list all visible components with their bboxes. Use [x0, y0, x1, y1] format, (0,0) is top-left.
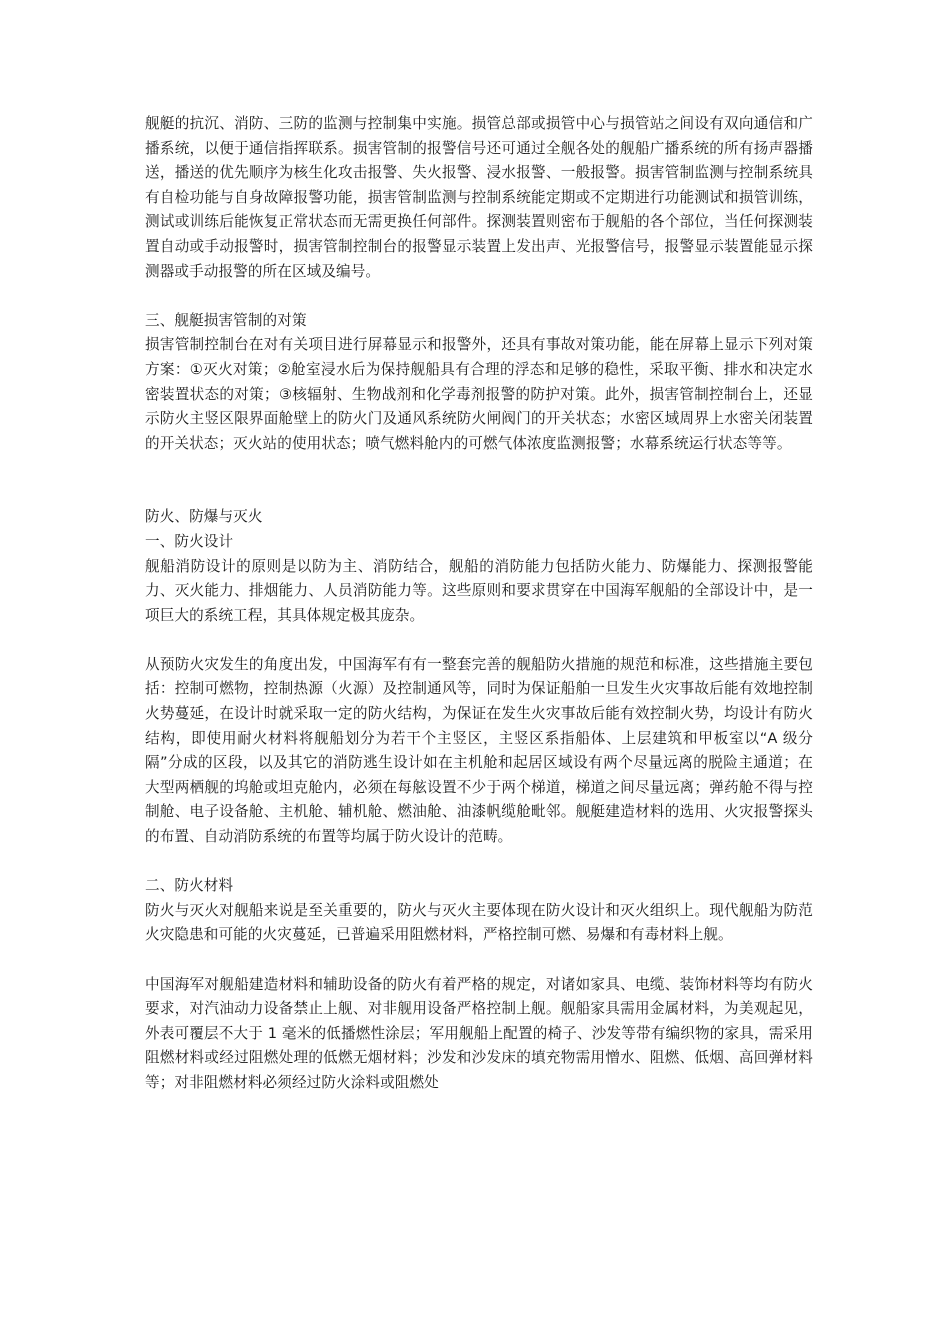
- document-body: [145, 112, 813, 1096]
- paragraph-fire-materials-rules: 中国海军对舰船建造材料和辅助设备的防火有着严格的规定，对诸如家具、电缆、装饰材料等均有防火要求，对汽油动力设备禁止上舰、对非舰用设备严格控制上舰。舰船家具需用金属材料，为美观起见，外表可覆层不大于 1 毫米的低播燃性涂层；军用舰船上配置的椅子、沙发等带有编织物的家具，需采用阻燃材料或经过阻燃处理的低燃无烟材料；沙发和沙发床的填充物需用憎水、阻燃、低烟、高回弹材料等；对非阻燃材料必须经过防火涂料或阻燃处: [145, 975, 813, 1091]
- heading-fire-prevention: 防火、防爆与灭火: [145, 508, 263, 526]
- heading-countermeasures: 三、舰艇损害管制的对策: [145, 311, 307, 329]
- paragraph-countermeasures: 损害管制控制台在对有关项目进行屏幕显示和报警外，还具有事故对策功能，能在屏幕上显示下列对策方案：①灭火对策；②舱室浸水后为保持舰船具有合理的浮态和足够的稳性，采取平衡、排水和决定水密装置状态的对策；③核辐射、生物战剂和化学毒剂报警的防护对策。此外，损害管制控制台上，还显示防火主竖区限界面舱壁上的防火门及通风系统防火闸阀门的开关状态；水密区域周界上水密关闭装置的开关状态；灭火站的使用状态；喷气燃料舱内的可燃气体浓度监测报警；水幕系统运行状态等等。: [145, 336, 813, 452]
- heading-fire-materials: 二、防火材料: [145, 877, 234, 895]
- paragraph-damage-control-monitoring: 舰艇的抗沉、消防、三防的监测与控制集中实施。损管总部或损管中心与损管站之间设有双向通信和广播系统，以便于通信指挥联系。损害管制的报警信号还可通过全舰各处的舰船广播系统的所有扬声器播送，播送的优先顺序为核生化攻击报警、失火报警、浸水报警、一般报警。损害管制监测与控制系统具有自检功能与自身故障报警功能，损害管制监测与控制系统能定期或不定期进行功能测试和损管训练，测试或训练后能恢复正常状态而无需更换任何部件。探测装置则密布于舰船的各个部位，当任何探测装置自动或手动报警时，损害管制控制台的报警显示装置上发出声、光报警信号，报警显示装置能显示探测器或手动报警的所在区域及编号。: [145, 115, 813, 280]
- paragraph-fire-design-measures: 从预防火灾发生的角度出发，中国海军有有一整套完善的舰船防火措施的规范和标准，这些措施主要包括：控制可燃物，控制热源（火源）及控制通风等，同时为保证船舶一旦发生火灾事故后能有效地控制火势蔓延，在设计时就采取一定的防火结构，为保证在发生火灾事故后能有效控制火势，均设计有防火结构，即使用耐火材料将舰船划分为若干个主竖区，主竖区系指船体、上层建筑和甲板室以“A 级分隔”分成的区段，以及其它的消防逃生设计如在主机舱和起居区域设有两个尽量远离的脱险主通道；在大型两栖舰的坞舱或坦克舱内，必须在每舷设置不少于两个梯道，梯道之间尽量远离；弹药舱不得与控制舱、电子设备舱、主机舱、辅机舱、燃油舱、油漆帆缆舱毗邻。舰艇建造材料的选用、火灾报警探头的布置、自动消防系统的布置等均属于防火设计的范畴。: [145, 655, 813, 846]
- paragraph-fire-materials-intro: 防火与灭火对舰船来说是至关重要的，防火与灭火主要体现在防火设计和灭火组织上。现代舰船为防范火灾隐患和可能的火灾蔓延，已普遍采用阻燃材料，严格控制可燃、易爆和有毒材料上舰。: [145, 901, 813, 944]
- paragraph-fire-design-principle: 舰船消防设计的原则是以防为主、消防结合，舰船的消防能力包括防火能力、防爆能力、探测报警能力、灭火能力、排烟能力、人员消防能力等。这些原则和要求贯穿在中国海军舰船的全部设计中，是一项巨大的系统工程，其具体规定极其庞杂。: [145, 557, 813, 624]
- heading-fire-design: 一、防火设计: [145, 532, 234, 550]
